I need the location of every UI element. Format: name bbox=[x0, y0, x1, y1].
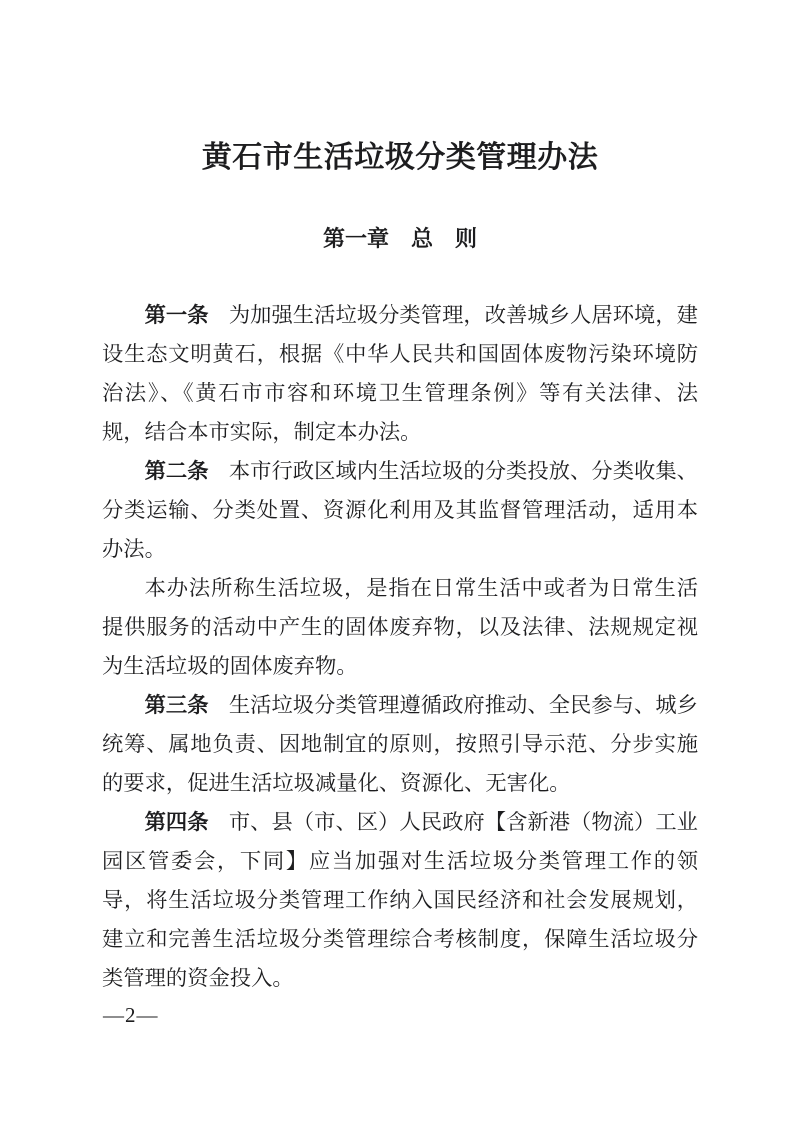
paragraph-article-2 bbox=[102, 452, 698, 569]
article-3-text: 生活垃圾分类管理遵循政府推动、全民参与、城乡统筹、属地负责、因地制宜的原则，按照引导示范、分步实施的要求，促进生活垃圾减量化、资源化、无害化。 bbox=[102, 693, 698, 795]
page-number: —2— bbox=[103, 1003, 159, 1027]
article-3-number: 第三条 bbox=[144, 693, 209, 717]
paragraph-article-1 bbox=[102, 296, 698, 452]
chapter-heading: 第一章 总 则 bbox=[322, 226, 477, 251]
paragraph-article-2-definition bbox=[102, 569, 698, 686]
article-1-number: 第一条 bbox=[144, 303, 209, 327]
article-4-number: 第四条 bbox=[144, 810, 209, 834]
article-2-number: 第二条 bbox=[144, 459, 209, 483]
article-2-definition-text: 本办法所称生活垃圾，是指在日常生活中或者为日常生活提供服务的活动中产生的固体废弃物，以及法律、法规规定视为生活垃圾的固体废弃物。 bbox=[102, 576, 698, 678]
article-2-text: 本市行政区域内生活垃圾的分类投放、分类收集、分类运输、分类处置、资源化利用及其监督管理活动，适用本办法。 bbox=[102, 459, 698, 561]
document-content bbox=[102, 0, 698, 998]
document-title: 黄石市生活垃圾分类管理办法 bbox=[201, 141, 599, 174]
article-4-text: 市、县（市、区）人民政府【含新港（物流）工业园区管委会，下同】应当加强对生活垃圾分类管理工作的领导，将生活垃圾分类管理工作纳入国民经济和社会发展规划，建立和完善生活垃圾分类管理综合考核制度，保障生活垃圾分类管理的资金投入。 bbox=[102, 810, 698, 990]
paragraph-article-4 bbox=[102, 803, 698, 998]
document-body bbox=[102, 296, 698, 998]
article-1-text: 为加强生活垃圾分类管理，改善城乡人居环境，建设生态文明黄石，根据《中华人民共和国固体废物污染环境防治法》、《黄石市市容和环境卫生管理条例》等有关法律、法规，结合本市实际，制定本办法。 bbox=[102, 303, 698, 444]
paragraph-article-3 bbox=[102, 686, 698, 803]
